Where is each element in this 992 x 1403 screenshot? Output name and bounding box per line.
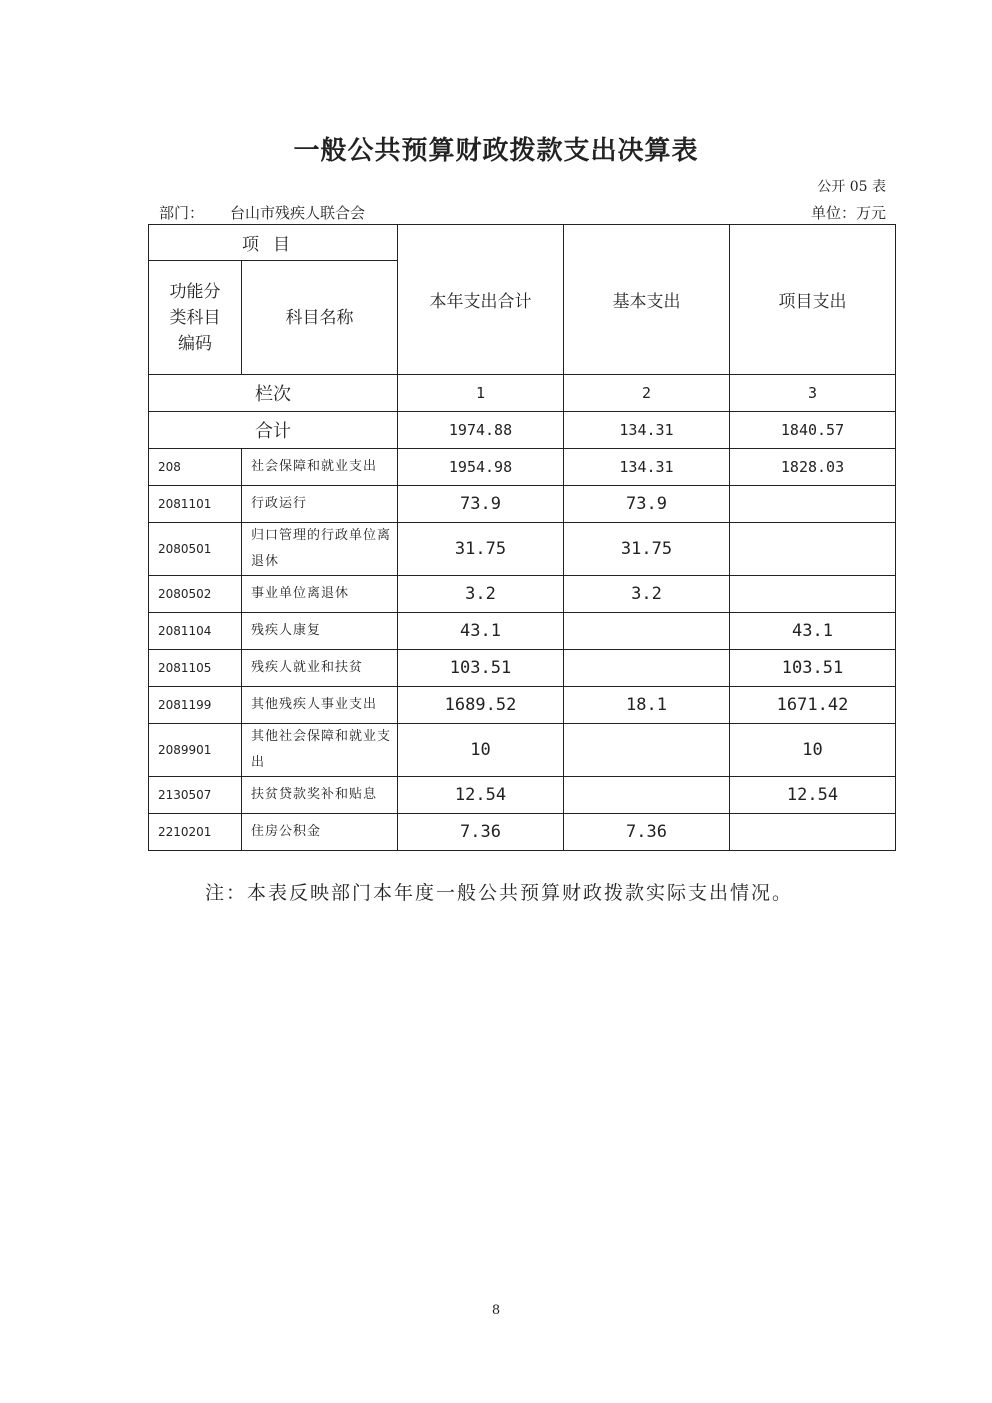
department-line [159,202,365,223]
row-name: 其他残疾人事业支出 [242,687,398,724]
page-number: 8 [491,1303,501,1318]
table-row [149,523,896,576]
header-code-text: 功能分类科目编码 [169,281,221,354]
sum-project: 1840.57 [730,412,896,449]
column-index-3: 3 [730,375,896,412]
row-basic: 7.36 [564,814,730,851]
table-note: 注：本表反映部门本年度一般公共预算财政拨款实际支出情况。 [205,882,794,904]
header-total: 本年支出合计 [398,225,564,375]
header-project: 项目支出 [730,225,896,375]
sum-label: 合计 [149,412,398,449]
table-row [149,486,896,523]
column-index-2: 2 [564,375,730,412]
row-name: 归口管理的行政单位离退休 [242,523,398,576]
column-index-label: 栏次 [149,375,398,412]
table-row [149,777,896,814]
row-code: 2080501 [149,523,242,576]
row-name: 残疾人康复 [242,613,398,650]
table-row [149,814,896,851]
row-basic [564,650,730,687]
row-total: 103.51 [398,650,564,687]
row-total: 31.75 [398,523,564,576]
header-basic: 基本支出 [564,225,730,375]
table-row [149,724,896,777]
row-code: 2130507 [149,777,242,814]
header-item: 项目 [149,225,398,261]
row-basic: 18.1 [564,687,730,724]
row-total: 43.1 [398,613,564,650]
row-total: 10 [398,724,564,777]
sum-total: 1974.88 [398,412,564,449]
row-total: 1954.98 [398,449,564,486]
header-code [149,261,242,375]
table-row [149,613,896,650]
row-total: 73.9 [398,486,564,523]
column-index-1: 1 [398,375,564,412]
row-basic: 3.2 [564,576,730,613]
table-row [149,687,896,724]
row-code: 208 [149,449,242,486]
row-project: 10 [730,724,896,777]
table-row [149,449,896,486]
row-name: 行政运行 [242,486,398,523]
row-total: 12.54 [398,777,564,814]
row-code: 2081101 [149,486,242,523]
row-project [730,814,896,851]
row-project: 43.1 [730,613,896,650]
row-code: 2081199 [149,687,242,724]
sum-basic: 134.31 [564,412,730,449]
row-project: 103.51 [730,650,896,687]
row-basic [564,724,730,777]
row-project [730,576,896,613]
row-total: 1689.52 [398,687,564,724]
row-code: 2080502 [149,576,242,613]
table-row [149,650,896,687]
page-title: 一般公共预算财政拨款支出决算表 [293,136,699,166]
row-code: 2089901 [149,724,242,777]
row-project: 1671.42 [730,687,896,724]
row-basic: 134.31 [564,449,730,486]
row-name: 社会保障和就业支出 [242,449,398,486]
unit-label: 单位：万元 [810,204,886,222]
row-project [730,523,896,576]
row-name: 扶贫贷款奖补和贴息 [242,777,398,814]
row-project: 1828.03 [730,449,896,486]
row-project [730,486,896,523]
row-basic: 73.9 [564,486,730,523]
table-row [149,576,896,613]
row-code: 2081105 [149,650,242,687]
row-project: 12.54 [730,777,896,814]
row-name: 其他社会保障和就业支出 [242,724,398,777]
row-name: 残疾人就业和扶贫 [242,650,398,687]
row-total: 3.2 [398,576,564,613]
department-label: 部门： [159,204,205,222]
row-code: 2210201 [149,814,242,851]
row-basic: 31.75 [564,523,730,576]
row-basic [564,777,730,814]
row-total: 7.36 [398,814,564,851]
row-basic [564,613,730,650]
form-number: 公开 05 表 [817,179,886,195]
row-code: 2081104 [149,613,242,650]
row-name: 住房公积金 [242,814,398,851]
row-name: 事业单位离退休 [242,576,398,613]
expenditure-table [148,224,896,851]
header-name: 科目名称 [242,261,398,375]
department-value: 台山市残疾人联合会 [230,204,366,222]
